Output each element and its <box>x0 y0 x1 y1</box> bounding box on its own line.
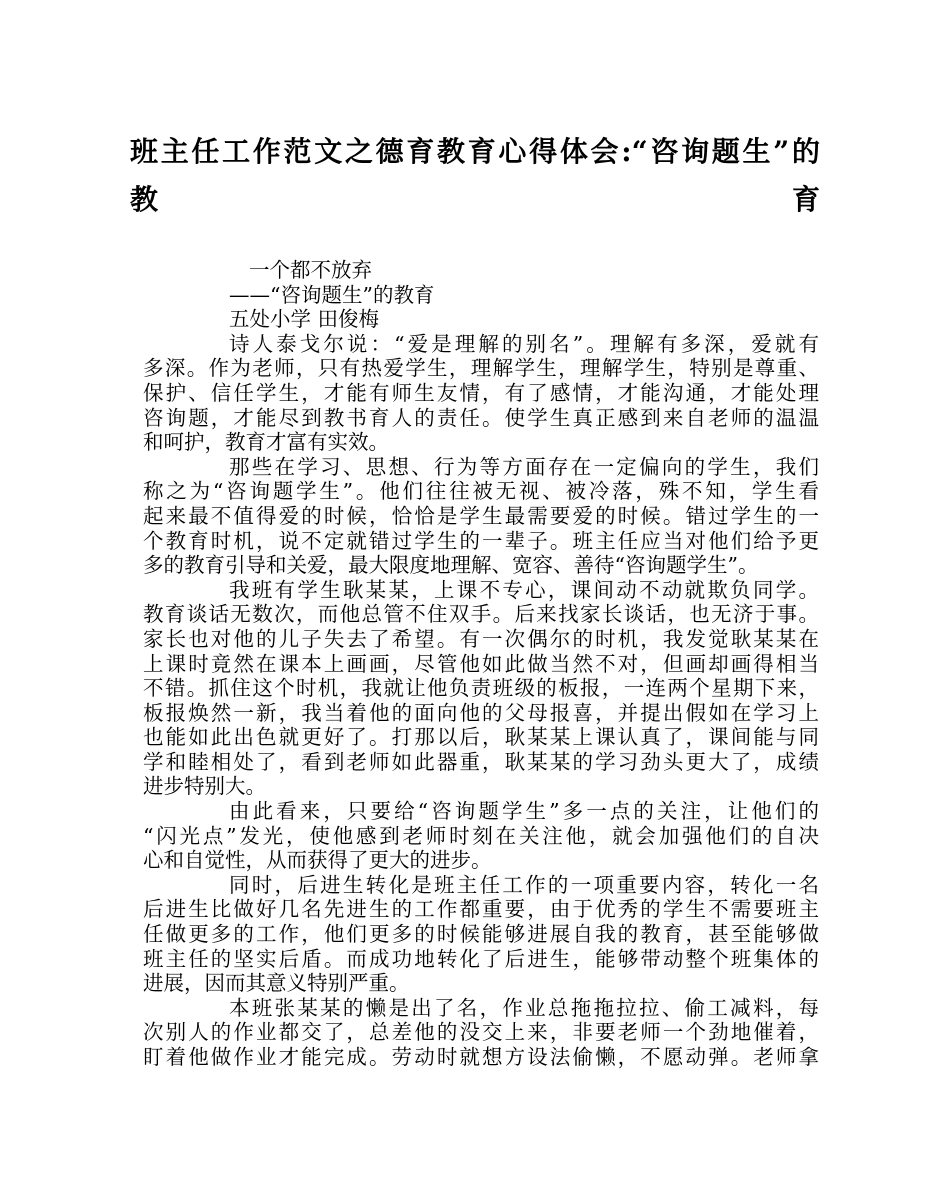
paragraph-line: 起来最不值得爱的时候，恰恰是学生最需要爱的时候。错过学生的一 <box>143 503 819 528</box>
paragraph-line: 那些在学习、思想、行为等方面存在一定偏向的学生，我们 <box>229 454 819 479</box>
document-title <box>130 128 820 224</box>
paragraph-line: 家长也对他的儿子失去了希望。有一次偶尔的时机，我发觉耿某某在 <box>143 626 819 651</box>
paragraph-line: 任做更多的工作，他们更多的时候能够进展自我的教育，甚至能够做 <box>143 922 819 947</box>
paragraph-line: 同时，后进生转化是班主任工作的一项重要内容，转化一名 <box>229 872 819 897</box>
paragraph-line: 多的教育引导和关爱，最大限度地理解、宽容、善待“咨询题学生”。 <box>143 553 759 578</box>
paragraph-line: 我班有学生耿某某，上课不专心，课间动不动就欺负同学。 <box>229 577 819 602</box>
paragraph-line: 后进生比做好几名先进生的工作都重要，由于优秀的学生不需要班主 <box>143 897 819 922</box>
paragraph-line: 学和睦相处了，看到老师如此器重，耿某某的学习劲头更大了，成绩 <box>143 749 819 774</box>
paragraph-line: 也能如此出色就更好了。打那以后，耿某某上课认真了，课间能与同 <box>143 725 819 750</box>
paragraph-line: 盯着他做作业才能完成。劳动时就想方设法偷懒，不愿动弹。老师拿 <box>143 1045 819 1069</box>
document-body <box>143 258 819 1070</box>
article-subtitle-2: ——“咨询题生”的教育 <box>229 282 435 307</box>
paragraph-line: 进展，因而其意义特别严重。 <box>143 971 410 996</box>
paragraph-line: 上课时竟然在课本上画画，尽管他如此做当然不对，但画却画得相当 <box>143 651 819 676</box>
paragraph-line: 称之为“咨询题学生”。他们往往被无视、被冷落，殊不知，学生看 <box>143 479 819 504</box>
paragraph-line: 班主任的坚实后盾。而成功地转化了后进生，能够带动整个班集体的 <box>143 946 819 971</box>
paragraph-line: 和呵护，教育才富有实效。 <box>143 430 389 455</box>
paragraph-line: 进步特别大。 <box>143 774 266 799</box>
paragraph-line: 本班张某某的懒是出了名，作业总拖拖拉拉、偷工减料，每 <box>229 995 819 1020</box>
paragraph-line: 由此看来，只要给“咨询题学生”多一点的关注，让他们的 <box>229 799 819 824</box>
title-line: 班主任工作范文之德育教育心得体会:“咨询题生”的 <box>130 135 820 168</box>
title-line: 教育 <box>130 183 820 216</box>
paragraph-line: “闪光点”发光，使他感到老师时刻在关注他，就会加强他们的自决 <box>143 823 819 848</box>
paragraph-line: 次别人的作业都交了，总差他的没交上来，非要老师一个劲地催着， <box>143 1020 819 1045</box>
paragraph-line: 心和自觉性，从而获得了更大的进步。 <box>143 848 492 873</box>
paragraph-line: 教育谈话无数次，而他总管不住双手。后来找家长谈话，也无济于事。 <box>143 602 819 627</box>
article-subtitle: 一个都不放弃 <box>249 258 372 282</box>
paragraph-line: 诗人泰戈尔说：“爱是理解的别名”。理解有多深，爱就有 <box>229 331 819 356</box>
paragraph-line: 多深。作为老师，只有热爱学生，理解学生，理解学生，特别是尊重、 <box>143 356 819 381</box>
paragraph-line: 不错。抓住这个时机，我就让他负责班级的板报，一连两个星期下来， <box>143 676 819 701</box>
author-line: 五处小学 田俊梅 <box>229 307 380 332</box>
paragraph-line: 保护、信任学生，才能有师生友情，有了感情，才能沟通，才能处理 <box>143 380 819 405</box>
paragraph-line: 个教育时机，说不定就错过学生的一辈子。班主任应当对他们给予更 <box>143 528 819 553</box>
paragraph-line: 咨询题，才能尽到教书育人的责任。使学生真正感到来自老师的温温 <box>143 405 819 430</box>
paragraph-line: 板报焕然一新，我当着他的面向他的父母报喜，并提出假如在学习上 <box>143 700 819 725</box>
